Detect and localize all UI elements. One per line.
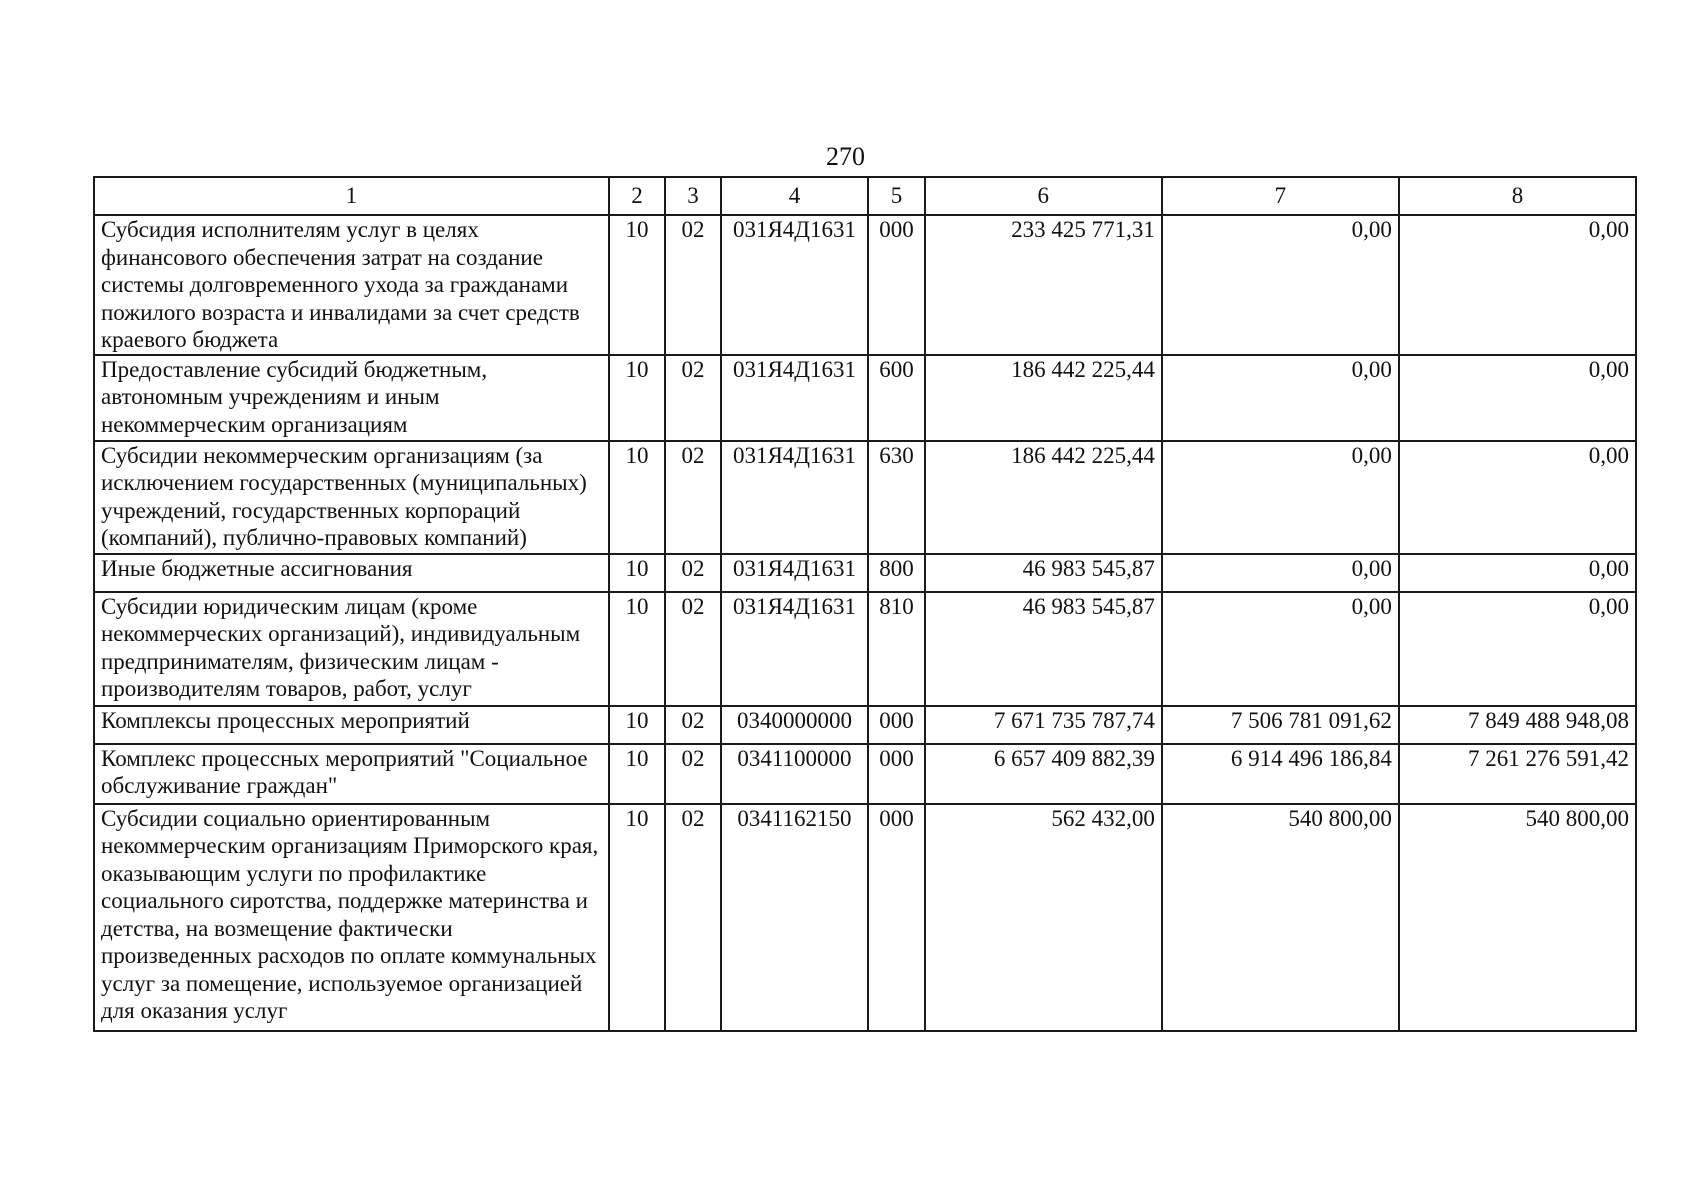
row-target-article: 031Я4Д1631 bbox=[721, 441, 868, 554]
row-subsection: 02 bbox=[665, 804, 721, 1031]
table-row bbox=[94, 804, 1636, 1031]
header-col-8: 8 bbox=[1399, 177, 1636, 215]
row-amount-col-8: 540 800,00 bbox=[1399, 804, 1636, 1031]
row-amount-col-6: 562 432,00 bbox=[925, 804, 1162, 1031]
header-col-3: 3 bbox=[665, 177, 721, 215]
row-subsection: 02 bbox=[665, 592, 721, 706]
row-expense-type: 630 bbox=[868, 441, 925, 554]
row-amount-col-8: 0,00 bbox=[1399, 592, 1636, 706]
row-section: 10 bbox=[609, 592, 666, 706]
table-row bbox=[94, 706, 1636, 744]
row-expense-type: 800 bbox=[868, 554, 925, 592]
row-subsection: 02 bbox=[665, 355, 721, 441]
header-col-6: 6 bbox=[925, 177, 1162, 215]
row-amount-col-7: 0,00 bbox=[1162, 554, 1399, 592]
row-expense-type: 000 bbox=[868, 706, 925, 744]
row-subsection: 02 bbox=[665, 706, 721, 744]
row-target-article: 031Я4Д1631 bbox=[721, 355, 868, 441]
row-amount-col-7: 0,00 bbox=[1162, 215, 1399, 355]
row-section: 10 bbox=[609, 554, 666, 592]
table-row bbox=[94, 441, 1636, 554]
table-header-row bbox=[94, 177, 1636, 215]
row-name: Субсидии некоммерческим организациям (за исключением государственных (муниципальных) учреждений, государственных корпораций (компаний), публично-правовых компаний) bbox=[94, 441, 609, 554]
row-name: Иные бюджетные ассигнования bbox=[94, 554, 609, 592]
table-row bbox=[94, 355, 1636, 441]
row-amount-col-8: 0,00 bbox=[1399, 441, 1636, 554]
header-col-7: 7 bbox=[1162, 177, 1399, 215]
row-target-article: 0340000000 bbox=[721, 706, 868, 744]
table-row bbox=[94, 215, 1636, 355]
page-number: 270 bbox=[826, 142, 865, 171]
row-section: 10 bbox=[609, 804, 666, 1031]
table-row bbox=[94, 554, 1636, 592]
row-name: Субсидии социально ориентированным некоммерческим организациям Приморского края, оказывающим услуги по профилактике социального сиротства, поддержке материнства и детства, на возмещение фактически произведенных расходов по оплате коммунальных услуг за помещение, используемое организацией для оказания услуг bbox=[94, 804, 609, 1031]
row-amount-col-6: 186 442 225,44 bbox=[925, 355, 1162, 441]
row-amount-col-7: 540 800,00 bbox=[1162, 804, 1399, 1031]
row-subsection: 02 bbox=[665, 441, 721, 554]
row-section: 10 bbox=[609, 215, 666, 355]
row-name: Субсидии юридическим лицам (кроме некоммерческих организаций), индивидуальным предпринимателям, физическим лицам - производителям товаров, работ, услуг bbox=[94, 592, 609, 706]
row-amount-col-8: 0,00 bbox=[1399, 355, 1636, 441]
row-target-article: 031Я4Д1631 bbox=[721, 215, 868, 355]
row-amount-col-7: 0,00 bbox=[1162, 592, 1399, 706]
row-expense-type: 000 bbox=[868, 804, 925, 1031]
row-amount-col-8: 7 849 488 948,08 bbox=[1399, 706, 1636, 744]
row-amount-col-6: 7 671 735 787,74 bbox=[925, 706, 1162, 744]
row-amount-col-8: 0,00 bbox=[1399, 215, 1636, 355]
row-amount-col-7: 0,00 bbox=[1162, 355, 1399, 441]
header-col-5: 5 bbox=[868, 177, 925, 215]
row-expense-type: 000 bbox=[868, 744, 925, 804]
row-amount-col-6: 233 425 771,31 bbox=[925, 215, 1162, 355]
row-name: Предоставление субсидий бюджетным, автономным учреждениям и иным некоммерческим организациям bbox=[94, 355, 609, 441]
row-amount-col-6: 186 442 225,44 bbox=[925, 441, 1162, 554]
table-row bbox=[94, 744, 1636, 804]
row-amount-col-6: 46 983 545,87 bbox=[925, 554, 1162, 592]
row-amount-col-7: 0,00 bbox=[1162, 441, 1399, 554]
row-target-article: 0341100000 bbox=[721, 744, 868, 804]
row-expense-type: 810 bbox=[868, 592, 925, 706]
row-section: 10 bbox=[609, 441, 666, 554]
table-row bbox=[94, 592, 1636, 706]
row-subsection: 02 bbox=[665, 744, 721, 804]
row-name: Комплексы процессных мероприятий bbox=[94, 706, 609, 744]
row-amount-col-7: 6 914 496 186,84 bbox=[1162, 744, 1399, 804]
row-amount-col-6: 46 983 545,87 bbox=[925, 592, 1162, 706]
row-section: 10 bbox=[609, 355, 666, 441]
row-section: 10 bbox=[609, 744, 666, 804]
row-name: Субсидия исполнителям услуг в целях финансового обеспечения затрат на создание системы долговременного ухода за гражданами пожилого возраста и инвалидами за счет средств краевого бюджета bbox=[94, 215, 609, 355]
row-amount-col-6: 6 657 409 882,39 bbox=[925, 744, 1162, 804]
row-section: 10 bbox=[609, 706, 666, 744]
header-col-2: 2 bbox=[609, 177, 666, 215]
row-name: Комплекс процессных мероприятий "Социальное обслуживание граждан" bbox=[94, 744, 609, 804]
row-expense-type: 600 bbox=[868, 355, 925, 441]
row-target-article: 0341162150 bbox=[721, 804, 868, 1031]
header-col-1: 1 bbox=[94, 177, 609, 215]
row-subsection: 02 bbox=[665, 215, 721, 355]
row-amount-col-8: 7 261 276 591,42 bbox=[1399, 744, 1636, 804]
row-amount-col-7: 7 506 781 091,62 bbox=[1162, 706, 1399, 744]
row-amount-col-8: 0,00 bbox=[1399, 554, 1636, 592]
row-subsection: 02 bbox=[665, 554, 721, 592]
budget-table bbox=[93, 176, 1637, 1032]
row-target-article: 031Я4Д1631 bbox=[721, 554, 868, 592]
row-expense-type: 000 bbox=[868, 215, 925, 355]
header-col-4: 4 bbox=[721, 177, 868, 215]
row-target-article: 031Я4Д1631 bbox=[721, 592, 868, 706]
